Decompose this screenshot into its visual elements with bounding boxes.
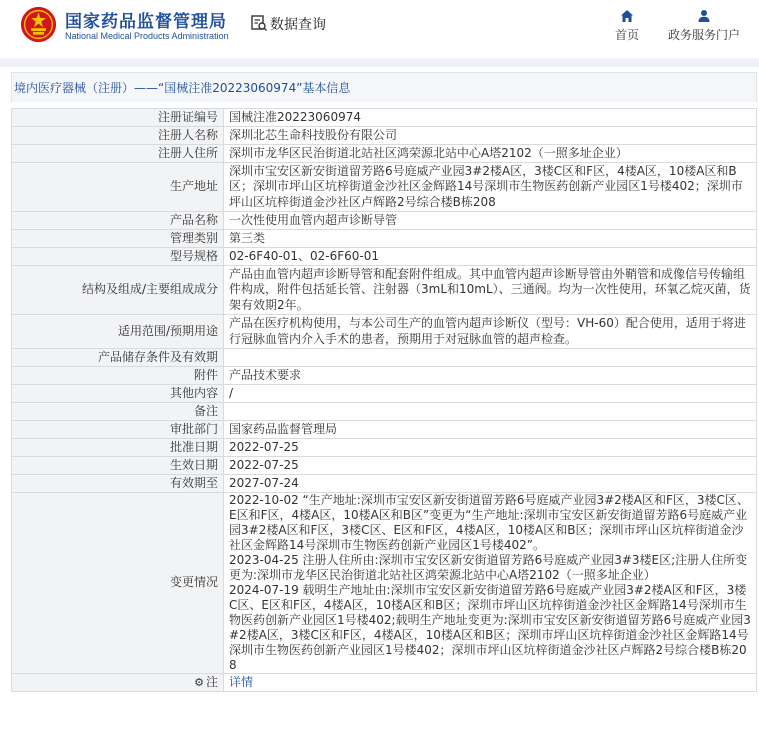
field-value: 国家药品监督管理局 [224, 421, 757, 439]
note-label: 注 [205, 674, 218, 689]
field-value: 2022-10-02 “生产地址:深圳市宝安区新安街道留芳路6号庭威产业园3#2楼A区和F区，3楼C区、E区和F区，4楼A区，10楼A区和B区”变更为“生产地址:深圳市宝安区新安街道留芳路6号庭威产业园3#2楼A区和F区，3楼C区、E区和F区，4楼A区，10楼A区和B区；深圳市坪山区坑梓街道金沙社区金辉路14号深圳市生物医药创新产业园区1号楼402”。 2023-04-25 注册人住所由:深圳市宝安区新安街道留芳路6号庭威产业园3#3楼E区;注册人住所变更为:深圳市龙华区民治街道北站社区鸿荣源北站中心A塔2102（一照多址企业） 2024-07-19 载明生产地址由:深圳市宝安区新安街道留芳路6号庭威产业园3#2楼A区和F区，3楼C区、E区和F区，4楼A区，10楼A区和B区；深圳市坪山区坑梓街道金沙社区金辉路14号深圳市生物医药创新产业园区1号楼402;载明生产地址变更为:深圳市宝安区新安街道留芳路6号庭威产业园3#2楼A区，3楼C区和F区，4楼A区，10楼A区和B区；深圳市坪山区坑梓街道金沙社区金辉路14号深圳市生物医药创新产业园区1号楼402；深圳市坪山区坑梓街道金沙社区卢辉路2号综合楼B栋208 [224, 493, 757, 674]
field-value: 产品在医疗机构使用，与本公司生产的血管内超声诊断仪（型号：VH-60）配合使用，适用于将进行冠脉血管内介入手术的患者，预期用于对冠脉血管的超声检查。 [224, 315, 757, 349]
field-label: 批准日期 [12, 439, 224, 457]
info-row [12, 315, 757, 349]
field-value: 深圳北芯生命科技股份有限公司 [224, 127, 757, 145]
info-row [12, 266, 757, 315]
field-label: 审批部门 [12, 421, 224, 439]
header-separator-bar [0, 58, 759, 67]
nav-home[interactable] [612, 9, 642, 43]
brand-name-cn: 国家药品监督管理局 [65, 12, 227, 32]
nav-service-portal-label: 政务服务门户 [667, 28, 740, 42]
field-value [224, 349, 757, 367]
info-row [12, 127, 757, 145]
info-row [12, 212, 757, 230]
field-label: 生效日期 [12, 457, 224, 475]
info-row [12, 493, 757, 674]
field-value: 产品由血管内超声诊断导管和配套附件组成。其中血管内超声诊断导管由外鞘管和成像信号传输组件构成，附件包括延长管、注射器（3mL和10mL）、三通阀。均为一次性使用，环氧乙烷灭菌，货架有效期2年。 [224, 266, 757, 315]
info-row [12, 163, 757, 212]
info-row [12, 367, 757, 385]
info-row [12, 385, 757, 403]
detail-link[interactable]: 详情 [229, 674, 254, 689]
nav-home-label: 首页 [614, 28, 639, 42]
field-label: 注册证编号 [12, 109, 224, 127]
data-query-label[interactable]: 数据查询 [270, 17, 326, 33]
info-row [12, 457, 757, 475]
field-label: 注册人住所 [12, 145, 224, 163]
field-label: 管理类别 [12, 230, 224, 248]
field-label: 注册人名称 [12, 127, 224, 145]
field-label: 变更情况 [12, 493, 224, 674]
field-label: 其他内容 [12, 385, 224, 403]
field-label: 有效期至 [12, 475, 224, 493]
field-label: 型号规格 [12, 248, 224, 266]
field-label: 备注 [12, 403, 224, 421]
note-row [12, 674, 757, 692]
brand-name-en: National Medical Products Administration [65, 31, 229, 41]
field-value: 产品技术要求 [224, 367, 757, 385]
info-row [12, 230, 757, 248]
info-row [12, 421, 757, 439]
info-row [12, 439, 757, 457]
field-value [224, 403, 757, 421]
home-icon [620, 9, 634, 23]
field-label: 产品名称 [12, 212, 224, 230]
device-info-table [11, 108, 757, 692]
field-value: 2022-07-25 [224, 457, 757, 475]
field-value: 第三类 [224, 230, 757, 248]
field-value: / [224, 385, 757, 403]
info-row [12, 248, 757, 266]
field-label: 产品储存条件及有效期 [12, 349, 224, 367]
field-label: 附件 [12, 367, 224, 385]
info-row [12, 145, 757, 163]
info-row [12, 403, 757, 421]
breadcrumb: 境内医疗器械（注册）——“国械注准20223060974”基本信息 [14, 81, 351, 95]
info-row [12, 475, 757, 493]
field-value: 一次性使用血管内超声诊断导管 [224, 212, 757, 230]
field-value: 02-6F40-01、02-6F60-01 [224, 248, 757, 266]
data-query-icon [250, 14, 268, 32]
field-label: 结构及组成/主要组成成分 [12, 266, 224, 315]
national-emblem-icon [20, 6, 57, 43]
field-value: 2022-07-25 [224, 439, 757, 457]
nav-service-portal[interactable] [664, 9, 744, 43]
note-label-cell [12, 674, 224, 692]
field-value: 2027-07-24 [224, 475, 757, 493]
site-header [0, 0, 759, 56]
info-row [12, 349, 757, 367]
note-value-cell [224, 674, 757, 692]
field-label: 适用范围/预期用途 [12, 315, 224, 349]
info-row [12, 109, 757, 127]
field-value: 深圳市龙华区民治街道北站社区鸿荣源北站中心A塔2102（一照多址企业） [224, 145, 757, 163]
user-icon [697, 9, 711, 23]
field-value: 深圳市宝安区新安街道留芳路6号庭威产业园3#2楼A区，3楼C区和F区，4楼A区，10楼A区和B区；深圳市坪山区坑梓街道金沙社区金辉路14号深圳市生物医药创新产业园区1号楼402；深圳市坪山区坑梓街道金沙社区卢辉路2号综合楼B栋208 [224, 163, 757, 212]
field-value: 国械注准20223060974 [224, 109, 757, 127]
info-icon: ⚙ [194, 675, 204, 689]
field-label: 生产地址 [12, 163, 224, 212]
